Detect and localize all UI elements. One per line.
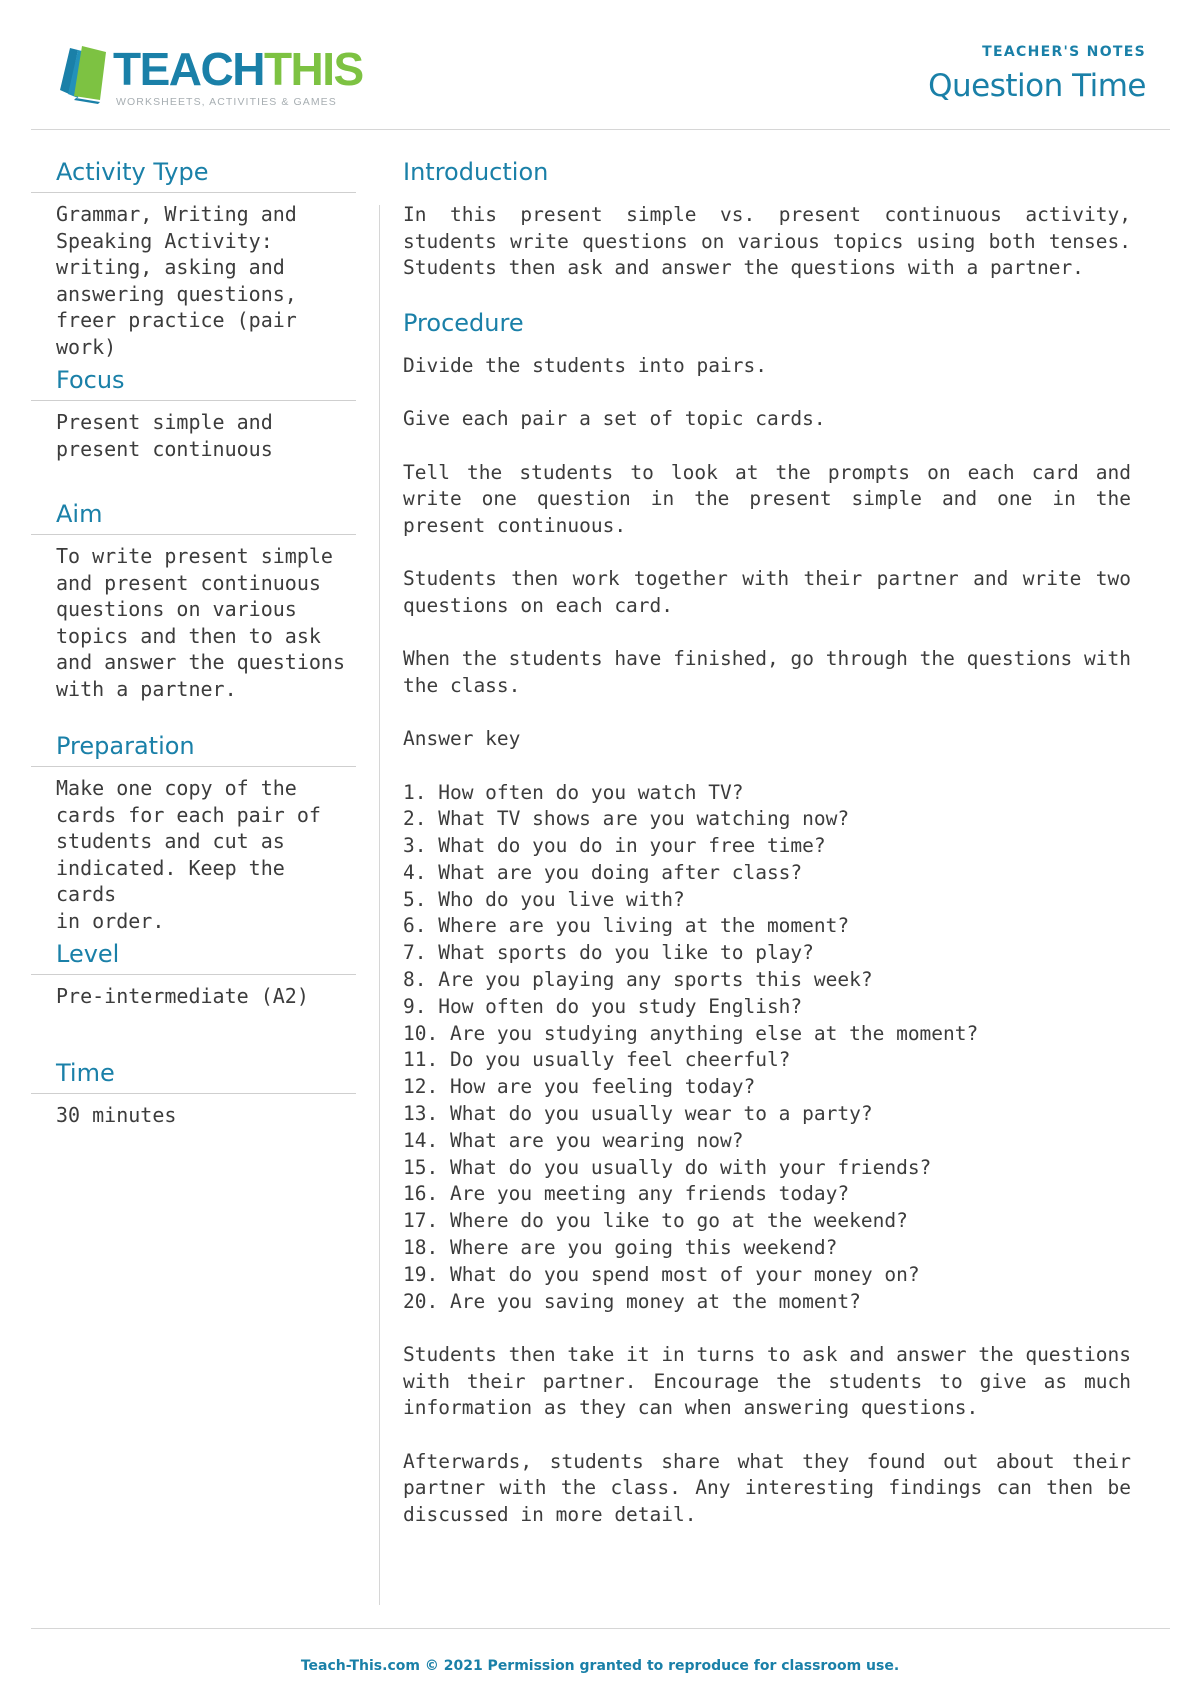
sidebar-section-preparation	[31, 732, 356, 940]
sidebar-heading: Level	[31, 940, 356, 975]
procedure-step: Give each pair a set of topic cards.	[403, 407, 826, 430]
list-item: 16. Are you meeting any friends today?	[403, 1182, 850, 1206]
sidebar-body: To write present simple and present continuous questions on various topics and then to ask and answer the questions with a partner.	[56, 544, 345, 701]
header-label: TEACHER'S NOTES	[982, 44, 1146, 60]
sidebar-section-aim	[31, 500, 356, 732]
header-divider	[31, 129, 1170, 130]
introduction-heading: Introduction	[403, 158, 549, 186]
list-item: 14. What are you wearing now?	[403, 1128, 744, 1152]
sidebar-heading: Time	[31, 1059, 356, 1094]
sidebar-body: Make one copy of the cards for each pair of students and cut as indicated. Keep the cards in order.	[56, 776, 321, 933]
sidebar-body: Present simple and present continuous	[56, 410, 273, 461]
answer-key-list	[403, 780, 1131, 1316]
procedure-step: Students then work together with their partner and write two questions on each card.	[403, 567, 1131, 617]
list-item: 2. What TV shows are you watching now?	[403, 807, 850, 831]
list-item: 18. Where are you going this weekend?	[403, 1236, 838, 1260]
list-item: 20. Are you saving money at the moment?	[403, 1289, 861, 1313]
logo-word-teach: TEACH	[113, 43, 264, 95]
sidebar-section-time	[31, 1059, 356, 1129]
closing-paragraph: Students then take it in turns to ask and answer the questions with their partner. Encourage the students to give as much information as they can when answering questions.	[403, 1343, 1131, 1420]
list-item: 12. How are you feeling today?	[403, 1075, 756, 1099]
page-header	[928, 44, 1146, 104]
sidebar-heading: Preparation	[31, 732, 356, 767]
main-content	[403, 158, 1131, 1555]
closing-paragraph: Afterwards, students share what they found out about their partner with the class. Any interesting findings can then be discussed in more detail.	[403, 1449, 1131, 1526]
list-item: 15. What do you usually do with your friends?	[403, 1155, 932, 1179]
sidebar-section-focus	[31, 366, 356, 500]
footer-text: Teach-This.com © 2021 Permission granted to reproduce for classroom use.	[300, 1658, 900, 1674]
logo-tagline: WORKSHEETS, ACTIVITIES & GAMES	[116, 96, 337, 108]
list-item: 4. What are you doing after class?	[403, 860, 803, 884]
list-item: 3. What do you do in your free time?	[403, 834, 826, 858]
list-item: 17. Where do you like to go at the weekend?	[403, 1209, 908, 1233]
sidebar-section-level	[31, 940, 356, 1059]
list-item: 19. What do you spend most of your money on?	[403, 1262, 920, 1286]
sidebar-heading: Aim	[31, 500, 356, 535]
sidebar-body: Grammar, Writing and Speaking Activity: writing, asking and answering questions, freer practice (pair work)	[56, 202, 297, 359]
sidebar-heading: Focus	[31, 366, 356, 401]
sidebar-section-activity-type	[31, 158, 356, 366]
footer-divider	[31, 1628, 1170, 1629]
list-item: 5. Who do you live with?	[403, 887, 685, 911]
book-icon	[56, 40, 112, 104]
introduction-text: In this present simple vs. present continuous activity, students write questions on various topics using both tenses. Students then ask and answer the questions with a partner.	[403, 203, 1131, 279]
list-item: 10. Are you studying anything else at the moment?	[403, 1021, 979, 1045]
procedure-step: Divide the students into pairs.	[403, 353, 767, 377]
logo-word-this: THIS	[263, 43, 363, 95]
sidebar-heading: Activity Type	[31, 158, 356, 193]
sidebar-body: 30 minutes	[56, 1103, 177, 1127]
procedure-step: Tell the students to look at the prompts on each card and write one question in the present simple and one in the present continuous.	[403, 460, 1131, 537]
page-title: Question Time	[928, 68, 1146, 104]
answer-key-label: Answer key	[403, 727, 521, 750]
sidebar	[31, 158, 356, 1129]
list-item: 8. Are you playing any sports this week?	[403, 968, 873, 992]
list-item: 11. Do you usually feel cheerful?	[403, 1048, 791, 1072]
procedure-step: When the students have finished, go through the questions with the class.	[403, 647, 1131, 697]
list-item: 9. How often do you study English?	[403, 994, 803, 1018]
logo	[56, 40, 363, 112]
list-item: 13. What do you usually wear to a party?	[403, 1102, 873, 1126]
sidebar-body: Pre-intermediate (A2)	[56, 984, 309, 1008]
column-divider	[379, 205, 380, 1605]
list-item: 7. What sports do you like to play?	[403, 941, 814, 965]
procedure-heading: Procedure	[403, 308, 524, 337]
list-item: 6. Where are you living at the moment?	[403, 914, 850, 938]
list-item: 1. How often do you watch TV?	[403, 780, 744, 804]
